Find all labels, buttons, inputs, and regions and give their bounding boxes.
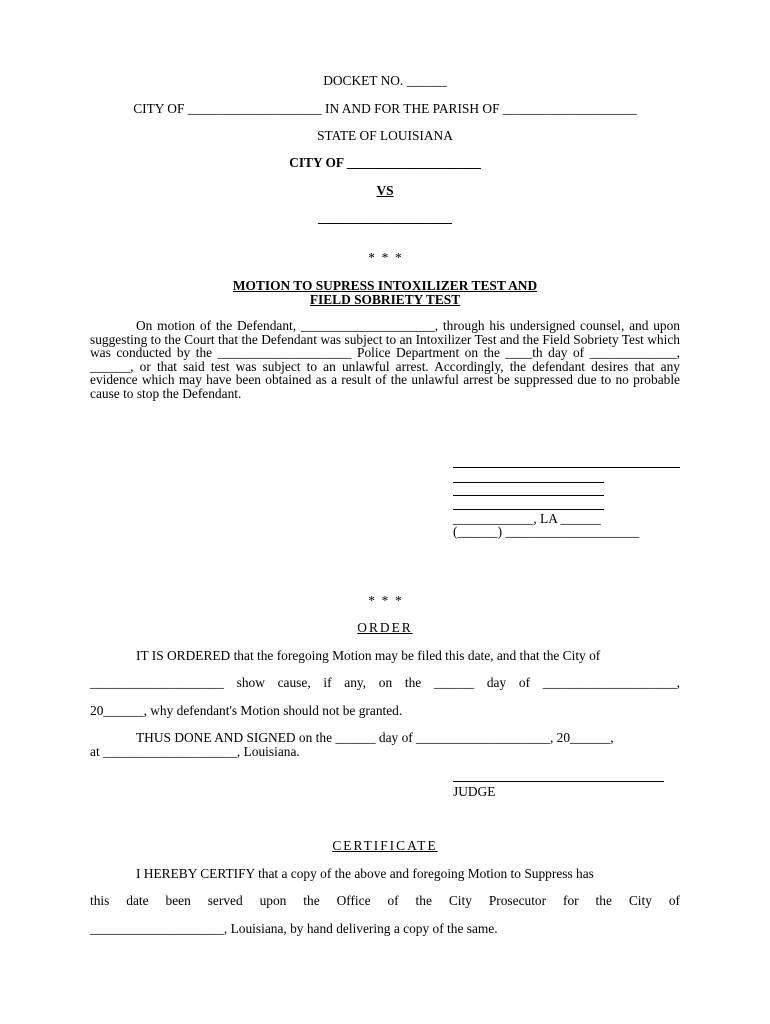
certificate-line3: ____________________, Louisiana, by hand delivering a copy of the same. <box>90 921 498 936</box>
order-separator: * * * <box>368 593 402 608</box>
judge-signature-line <box>453 781 664 782</box>
attorney-name-line <box>453 482 604 483</box>
order-heading: ORDER <box>357 620 413 635</box>
order-line3: 20______, why defendant's Motion should not be granted. <box>90 703 403 718</box>
order-line2: ____________________ show cause, if any, on the ______ day of ____________________, <box>90 675 680 690</box>
attorney-bar-line <box>453 495 604 496</box>
done-signed-line2: at ____________________, Louisiana. <box>90 744 300 759</box>
defendant-blank: ____________________ <box>318 210 452 225</box>
judge-label: JUDGE <box>453 784 496 799</box>
docket-number: DOCKET NO. ______ <box>323 73 447 88</box>
attorney-address-line <box>453 509 604 510</box>
certificate-line1: I HEREBY CERTIFY that a copy of the above and foregoing Motion to Suppress has <box>136 866 594 881</box>
phone-line: (______) ____________________ <box>453 524 640 539</box>
motion-body: On motion of the Defendant, ____________________, through his undersigned counsel, and upon suggesting to the Court that the Defendant was subject to an Intoxilizer Test and the Field Sobriety Test which was conducted by the ____________________ Police Department on the ____th day of _____________, ______, or that said test was subject to an unlawful arrest. Accordingly, the defendant desires that any evidence which may have been obtained as a result of the unlawful arrest be suppressed due to no probable cause to stop the Defendant. <box>90 318 680 401</box>
state-line: STATE OF LOUISIANA <box>317 128 453 143</box>
parish-line: CITY OF ____________________ IN AND FOR THE PARISH OF ____________________ <box>133 101 637 116</box>
order-line1: IT IS ORDERED that the foregoing Motion may be filed this date, and that the City of <box>136 648 601 663</box>
done-signed-line1: THUS DONE AND SIGNED on the ______ day of ____________________, 20______, <box>136 730 614 745</box>
versus-line: VS <box>376 183 394 198</box>
motion-title-line2: FIELD SOBRIETY TEST <box>309 292 461 307</box>
certificate-line2: this date been served upon the Office of the City Prosecutor for the City of <box>90 893 680 908</box>
motion-title-line1: MOTION TO SUPRESS INTOXILIZER TEST AND <box>232 278 538 293</box>
city-state-line: ____________, LA ______ <box>453 511 601 526</box>
section-separator: * * * <box>368 250 402 265</box>
signature-line <box>453 467 680 468</box>
plaintiff-line: CITY OF ____________________ <box>289 155 481 170</box>
certificate-heading: CERTIFICATE <box>332 838 438 853</box>
